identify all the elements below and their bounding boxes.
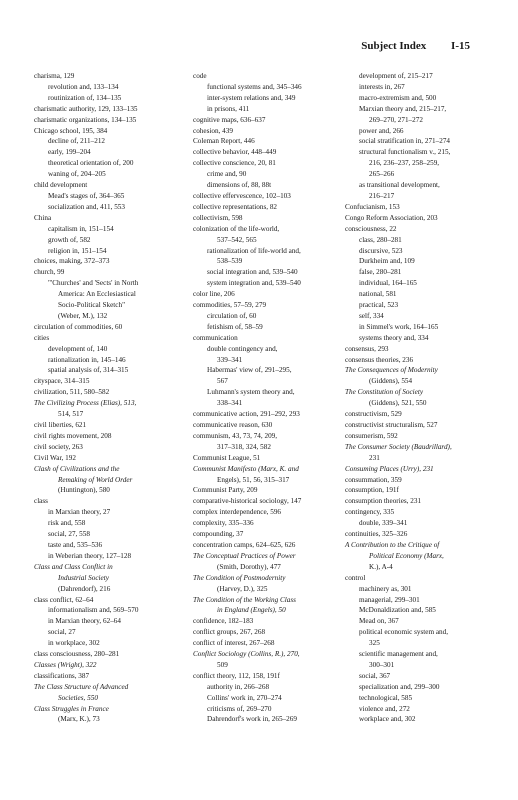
index-entry: early, 199–204 [48,148,91,157]
index-entry: 300–301 [369,660,395,669]
index-entry: socialization and, 411, 553 [48,202,125,211]
index-entry: practical, 523 [359,301,399,310]
index-entry: in England (Engels), 50 [217,606,286,615]
index-entry: (Weber, M.), 132 [58,311,108,320]
index-entry: risk and, 558 [48,519,86,528]
index-entry: consumerism, 592 [345,431,398,440]
index-entry: individual, 164–165 [359,279,417,288]
index-entry: consensus theories, 236 [345,355,414,364]
index-entry: criticisms of, 269–270 [207,704,272,713]
index-entry: collective behavior, 448–449 [193,148,277,157]
index-entry: self, 334 [359,311,384,320]
index-entry: The Condition of Postmodernity [193,573,286,582]
index-entry: class conflict, 62–64 [34,595,94,604]
index-entry: class consciousness, 280–281 [34,650,120,659]
index-entry: as transitional development, [359,181,440,190]
index-entry: comparative-historical sociology, 147 [193,497,302,506]
index-entry: 231 [369,453,380,462]
index-entry: civilization, 511, 580–582 [34,388,110,397]
index-entry: religion in, 151–154 [48,246,107,255]
index-entry: communicative reason, 630 [193,421,273,429]
index-entry: A Contribution to the Critique of [345,540,440,549]
index-entry: "'Churches' and 'Sects' in North [48,279,139,288]
index-entry: contingency, 335 [345,508,395,517]
index-entry: Classes (Wright), 322 [34,660,97,669]
index-entry: in workplace, 302 [48,639,100,648]
index-entry: inter-system relations and, 349 [207,93,296,102]
index-entry: scientific management and, [359,650,438,659]
index-entry: Communist Party, 209 [193,486,258,495]
index-entry: social integration and, 539–540 [207,268,298,277]
index-entry: authority in, 266–268 [207,682,270,691]
index-entry: The Consumer Society (Baudrillard), [345,442,452,451]
index-entry: circulation of, 60 [207,311,257,320]
index-entry: Engels), 51, 56, 315–317 [217,475,290,484]
index-entry: Civil War, 192 [34,453,76,462]
index-entry: 538–539 [217,257,243,266]
index-entry: collective representations, 82 [193,202,278,211]
index-entry: conflict groups, 267, 268 [193,628,266,637]
index-entry: color line, 206 [193,290,235,299]
index-entry: McDonaldization and, 585 [359,606,436,615]
index-entry: routinization of, 134–135 [48,93,122,102]
index-entry: Clash of Civilizations and the [34,464,120,473]
index-entry: 265–266 [369,170,395,179]
index-entry: decline of, 211–212 [48,137,106,146]
index-entry: crime and, 90 [207,170,247,179]
index-entry: 339–341 [217,355,243,364]
index-entry: fetishism of, 58–59 [207,322,263,331]
index-entry: Congo Reform Association, 203 [345,213,438,222]
index-entry: code [193,72,207,80]
index-entry: double, 339–341 [359,519,408,528]
index-entry: Habermas' view of, 291–295, [207,366,292,375]
index-entry: America: An Ecclesiastical [58,290,136,299]
index-entry: Remaking of World Order [58,475,133,484]
index-entry: child development [34,181,88,190]
index-entry: in prisons, 411 [207,104,250,113]
index-entry: social stratification in, 271–274 [359,137,451,146]
index-entry: civil liberties, 621 [34,421,87,429]
index-entry: systems theory and, 334 [359,333,429,342]
index-entry: (Smith, Dorothy), 477 [217,562,281,571]
index-entry: The Consequences of Modernity [345,366,438,375]
index-entry: power and, 266 [359,126,404,135]
index-entry: in Marxian theory, 27 [48,508,111,517]
index-entry: Marxian theory and, 215–217, [359,104,447,113]
index-entry: civil society, 263 [34,442,83,451]
index-entry: system integration and, 539–540 [207,279,301,288]
index-entry: choices, making, 372–373 [34,257,110,266]
index-entry: (Marx, K.), 73 [58,715,100,724]
index-entry: Communist Manifesto (Marx, K. and [193,464,299,473]
index-entry: (Huntington), 580 [58,486,110,495]
index-entry: spatial analysis of, 314–315 [48,366,129,375]
index-entry: compounding, 37 [193,530,244,539]
index-entry: double contingency and, [207,344,278,353]
index-entry: Socio-Political Sketch" [58,301,126,310]
index-entry: social, 27 [48,628,76,637]
index-entry: consummation, 359 [345,475,402,484]
index-entry: classifications, 387 [34,671,90,680]
index-entry: constructivism, 529 [345,410,402,419]
index-entry: 567 [217,377,228,386]
index-entry: development of, 215–217 [359,72,433,80]
index-entry: colonization of the life-world, [193,224,280,233]
index-entry: Confucianism, 153 [345,202,400,211]
index-entry: The Class Structure of Advanced [34,682,129,691]
index-entry: The Constitution of Society [345,388,424,397]
index-entry: informationalism and, 569–570 [48,606,139,615]
index-entry: complexity, 335–336 [193,519,254,528]
index-entry: Class and Class Conflict in [34,562,113,571]
index-entry: Durkheim and, 109 [359,257,415,266]
index-entry: 216, 236–237, 258–259, [369,159,440,168]
index-entry: communication [193,333,238,342]
index-column-1 [34,71,182,725]
index-entry: The Condition of the Working Class [193,595,296,604]
index-entry: social, 27, 558 [48,530,90,539]
index-entry: workplace and, 302 [359,715,416,724]
index-entry: (Giddens), 521, 550 [369,399,427,408]
index-entry: cities [34,333,50,342]
index-entry: rationalization of life-world and, [207,246,301,255]
index-entry: communism, 43, 73, 74, 209, [193,431,278,440]
index-entry: discursive, 523 [359,246,403,255]
index-entry: circulation of commodities, 60 [34,322,123,331]
index-entry: 216–217 [369,191,395,200]
index-entry: Collins' work in, 270–274 [207,693,282,702]
index-entry: civil rights movement, 208 [34,431,112,440]
index-entry: 509 [217,660,228,669]
index-entry: false, 280–281 [359,268,402,277]
index-entry: charismatic authority, 129, 133–135 [34,104,138,113]
index-entry: in Weberian theory, 127–128 [48,551,132,560]
index-entry: continuities, 325–326 [345,530,408,539]
index-entry: functional systems and, 345–346 [207,82,302,91]
index-entry: specialization and, 299–300 [359,682,440,691]
index-entry: interests in, 267 [359,82,405,91]
index-entry: church, 99 [34,268,65,277]
index-entry: social, 367 [359,671,391,680]
index-entry: Chicago school, 195, 384 [34,126,108,135]
index-entry: taste and, 535–536 [48,540,103,549]
index-entry: Dahrendorf's work in, 265–269 [207,715,297,724]
index-entry: development of, 140 [48,344,108,353]
index-entry: 325 [369,639,380,648]
index-entry: Luhmann's system theory and, [207,388,295,397]
index-entry: machinery as, 301 [359,584,412,593]
index-entry: Consuming Places (Urry), 231 [345,464,434,473]
index-entry: 537–542, 565 [217,235,257,244]
index-entry: control [345,573,366,582]
index-entry: cognitive maps, 636–637 [193,115,266,124]
index-entry: charisma, 129 [34,72,75,80]
index-entry: charismatic organizations, 134–135 [34,115,137,124]
index-entry: collective conscience, 20, 81 [193,159,276,168]
index-entry: growth of, 582 [48,235,91,244]
index-entry: Societies, 550 [58,693,98,702]
index-entry: collectivism, 598 [193,213,243,222]
index-entry: technological, 585 [359,693,413,702]
index-entry: 338–341 [217,399,243,408]
index-entry: constructivist structuralism, 527 [345,421,438,429]
index-entry: consumption, 191f [345,486,399,495]
index-entry: rationalization in, 145–146 [48,355,126,364]
index-entry: conflict of interest, 267–268 [193,639,275,648]
index-entry: (Giddens), 554 [369,377,413,386]
index-entry: consciousness, 22 [345,224,397,233]
index-entry: Industrial Society [58,573,109,582]
index-column-3 [345,71,493,725]
index-entry: (Harvey, D.), 325 [217,584,268,593]
index-entry: Communist League, 51 [193,453,261,462]
index-entry: cityspace, 314–315 [34,377,90,386]
index-entry: communicative action, 291–292, 293 [193,410,300,419]
index-entry: structural functionalism v., 215, [359,148,451,157]
index-entry: 317–318, 324, 582 [217,442,271,451]
index-entry: class [34,497,48,506]
running-header [0,40,470,52]
index-entry: political economic system and, [359,628,449,637]
index-entry: China [34,213,52,222]
index-entry: revolution and, 133–134 [48,82,119,91]
page-number: I-15 [451,40,470,52]
index-entry: waning of, 204–205 [48,170,106,179]
index-entry: national, 581 [359,290,397,299]
index-entry: (Dahrendorf), 216 [58,584,111,593]
index-entry: The Conceptual Practices of Power [193,551,296,560]
index-entry: cohesion, 439 [193,126,233,135]
index-entry: concentration camps, 624–625, 626 [193,540,296,549]
index-entry: Mead's stages of, 364–365 [48,191,125,200]
index-column-2 [193,71,341,725]
index-entry: in Simmel's work, 164–165 [359,322,439,331]
index-entry: in Marxian theory, 62–64 [48,617,121,626]
index-entry: macro-extremism and, 500 [359,93,437,102]
index-entry: class, 280–281 [359,235,402,244]
index-entry: consumption theories, 231 [345,497,422,506]
index-entry: complex interdependence, 596 [193,508,282,517]
index-entry: consensus, 293 [345,344,389,353]
index-entry: violence and, 272 [359,704,410,713]
index-entry: confidence, 182–183 [193,617,254,626]
index-entry: Political Economy (Marx, [369,551,444,560]
index-entry: The Civilizing Process (Elias), 513, [34,399,137,408]
index-entry: dimensions of, 88, 88t [207,181,272,190]
index-entry: commodities, 57–59, 279 [193,301,267,310]
index-entry: Coleman Report, 446 [193,137,255,146]
index-entry: 514, 517 [58,410,84,419]
index-entry: theoretical orientation of, 200 [48,159,134,168]
index-entry: Mead on, 367 [359,617,399,626]
index-entry: Class Struggles in France [34,704,109,713]
index-entry: collective effervescence, 102–103 [193,191,291,200]
index-entry: managerial, 299–301 [359,595,420,604]
index-entry: conflict theory, 112, 158, 191f [193,671,280,680]
index-entry: K.), A-4 [369,562,393,571]
index-entry: capitalism in, 151–154 [48,224,114,233]
index-entry: 269–270, 271–272 [369,115,423,124]
index-entry: Conflict Sociology (Collins, R.), 270, [193,650,300,659]
running-header-title: Subject Index [361,40,427,52]
